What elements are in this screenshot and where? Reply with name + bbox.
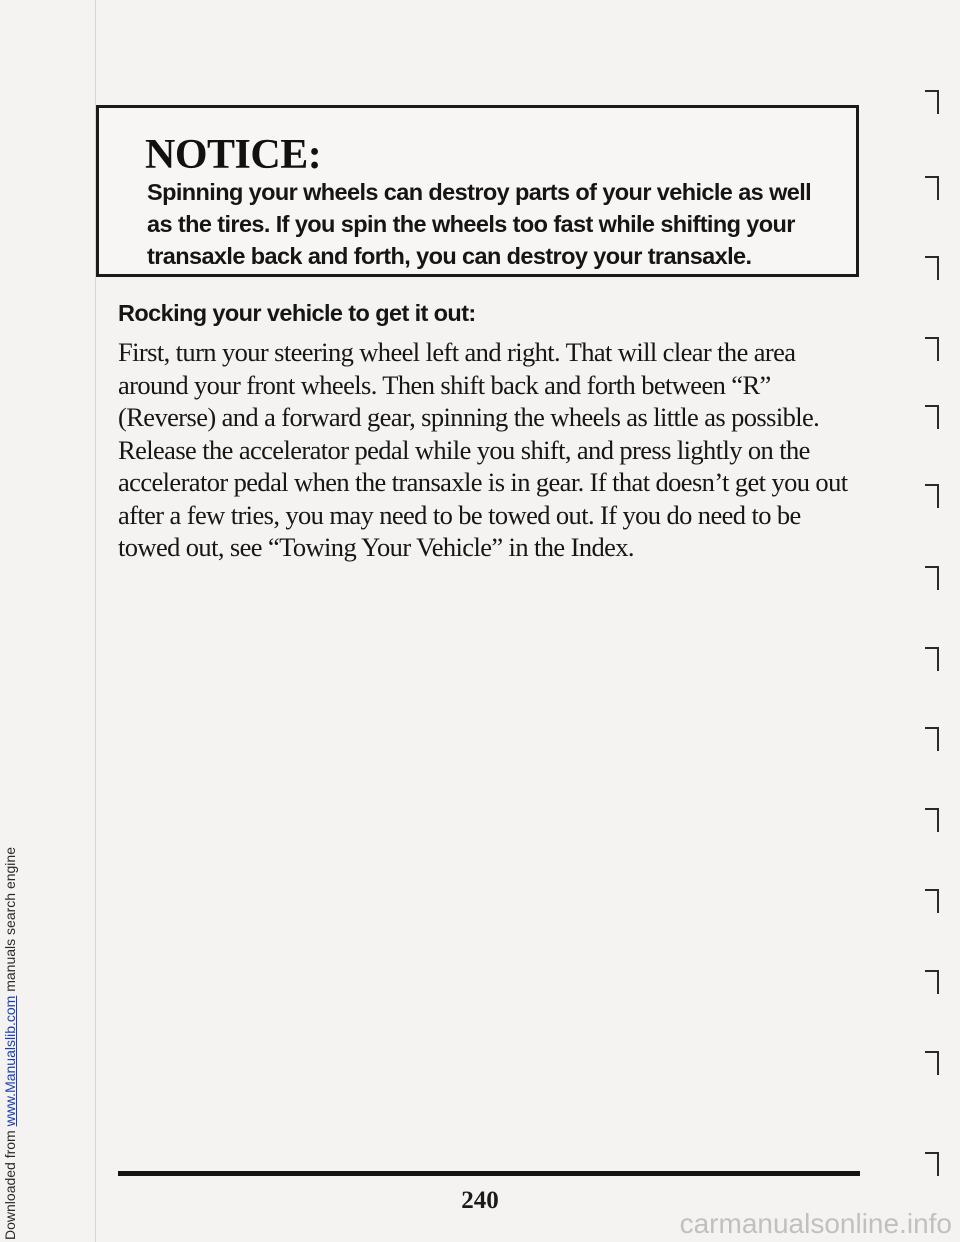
page-edge-tab	[925, 405, 939, 429]
manualslib-link[interactable]: www.Manualslib.com	[2, 995, 18, 1127]
notice-text: Spinning your wheels can destroy parts of your vehicle as well as the tires. If you spin the wheels too fast while shifting your transaxle back and forth, you can destroy your transaxle.	[147, 179, 812, 269]
watermark: carmanualsonline.info	[679, 1208, 952, 1239]
footer-rule	[118, 1171, 860, 1176]
page-number: 240	[461, 1187, 499, 1214]
download-banner	[2, 110, 18, 1240]
page-edge-tab	[925, 256, 939, 280]
page-edge-tab	[925, 176, 939, 200]
page-edge-tab	[925, 1051, 939, 1075]
body-paragraph: First, turn your steering wheel left and right. That will clear the area around your front wheels. Then shift back and forth between “R” (Reverse) and a forward gear, spinning the wheels as little as possible. Release the accelerator pedal while you shift, and press lightly on the accelerator pedal when the transaxle is in gear. If that doesn’t get you out after a few tries, you may need to be towed out. If you do need to be towed out, see “Towing Your Vehicle” in the Index.	[118, 337, 848, 562]
page-edge-tab	[925, 566, 939, 590]
section-heading: Rocking your vehicle to get it out:	[118, 300, 476, 326]
download-banner-prefix: Downloaded from	[2, 1126, 18, 1240]
page-edge-tab	[925, 727, 939, 751]
page-edge-tab	[925, 484, 939, 508]
page-edge-tab	[925, 90, 939, 114]
page-edge-tab	[925, 337, 939, 361]
page-edge-tab	[925, 889, 939, 913]
page-edge-tab	[925, 808, 939, 832]
page-edge-tab	[925, 970, 939, 994]
notice-title: NOTICE:	[145, 132, 322, 178]
page-edge-tab	[925, 1152, 939, 1176]
page-edge-tab	[925, 647, 939, 671]
notice-box	[96, 105, 859, 277]
download-banner-suffix: manuals search engine	[2, 847, 18, 996]
